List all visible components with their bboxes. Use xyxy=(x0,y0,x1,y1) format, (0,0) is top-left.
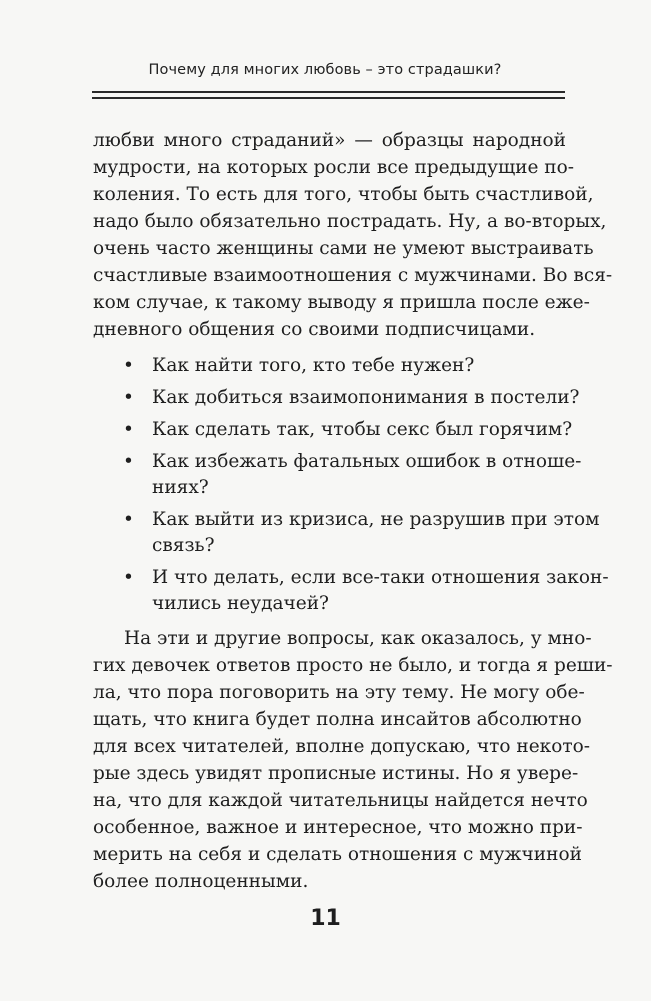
paragraph-2-line: особенное, важное и интересное, что можно при- xyxy=(93,817,583,838)
paragraph-2-line: щать, что книга будет полна инсайтов абсолютно xyxy=(93,709,582,730)
bullet-item-line: Как избежать фатальных ошибок в отноше- xyxy=(152,451,582,472)
paragraph-1-line: очень часто женщины сами не умеют выстраивать xyxy=(93,238,594,259)
bullet-item-line: Как найти того, кто тебе нужен? xyxy=(152,355,475,376)
paragraph-1-line: ком случае, к такому выводу я пришла после еже- xyxy=(93,292,590,313)
bullet-marker: • xyxy=(123,567,134,588)
paragraph-2-line: для всех читателей, вполне допускаю, что некото- xyxy=(93,736,590,757)
bullet-item-line: чились неудачей? xyxy=(152,593,329,614)
header-rule-top xyxy=(92,91,565,93)
paragraph-2-line: гих девочек ответов просто не было, и тогда я реши- xyxy=(93,655,613,676)
paragraph-2-line: мерить на себя и сделать отношения с мужчиной xyxy=(93,844,582,865)
paragraph-2-line: рые здесь увидят прописные истины. Но я увере- xyxy=(93,763,579,784)
header-rule-bottom xyxy=(92,97,565,99)
bullet-item-line: связь? xyxy=(152,535,215,556)
bullet-marker: • xyxy=(123,419,134,440)
bullet-item-line: Как добиться взаимопонимания в постели? xyxy=(152,387,580,408)
paragraph-1-line: любви много страданий» — образцы народной xyxy=(93,130,566,151)
bullet-item-line: Как выйти из кризиса, не разрушив при этом xyxy=(152,509,600,530)
bullet-marker: • xyxy=(123,509,134,530)
paragraph-2-line: более полноценными. xyxy=(93,871,309,892)
paragraph-2-line: ла, что пора поговорить на эту тему. Не могу обе- xyxy=(93,682,585,703)
paragraph-1-line: надо было обязательно пострадать. Ну, а во-вторых, xyxy=(93,211,607,232)
bullet-item-line: Как сделать так, чтобы секс был горячим? xyxy=(152,419,573,440)
paragraph-2-line: На эти и другие вопросы, как оказалось, у мно- xyxy=(124,628,592,649)
bullet-marker: • xyxy=(123,451,134,472)
paragraph-1-line: мудрости, на которых росли все предыдущие по- xyxy=(93,157,575,178)
paragraph-1-line: счастливые взаимоотношения с мужчинами. Во вся- xyxy=(93,265,613,286)
running-header-title: Почему для многих любовь – это страдашки? xyxy=(148,62,502,78)
bullet-item-line: И что делать, если все-таки отношения закон- xyxy=(152,567,609,588)
bullet-marker: • xyxy=(123,355,134,376)
bullet-item-line: ниях? xyxy=(152,477,209,498)
paragraph-1-line: коления. То есть для того, чтобы быть счастливой, xyxy=(93,184,594,205)
paragraph-2-line: на, что для каждой читательницы найдется нечто xyxy=(93,790,588,811)
paragraph-1-line: дневного общения со своими подписчицами. xyxy=(93,319,536,340)
page-number: 11 xyxy=(310,906,341,931)
bullet-marker: • xyxy=(123,387,134,408)
